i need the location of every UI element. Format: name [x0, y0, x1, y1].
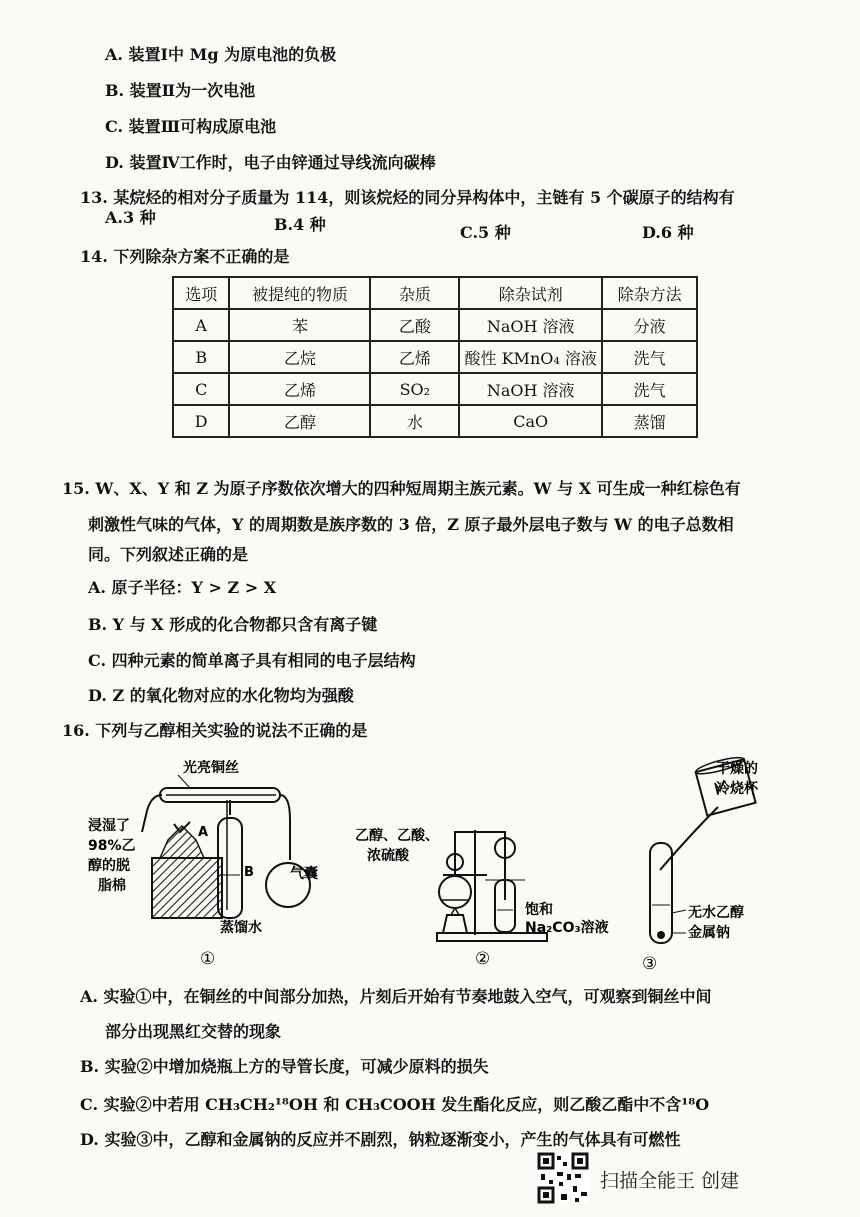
table-cell: SO₂ [370, 373, 459, 405]
table-row [173, 405, 697, 437]
figure-3-number: ③ [642, 954, 658, 974]
cotton-label-1: 浸湿了 [88, 818, 130, 834]
q15-option-c: C. 四种元素的简单离子具有相同的电子层结构 [88, 651, 416, 670]
sodium-metal-label: 金属钠 [688, 925, 730, 941]
q12-option-d: D. 装置Ⅳ工作时，电子由锌通过导线流向碳棒 [105, 153, 436, 172]
table-header: 被提纯的物质 [229, 277, 370, 309]
table-cell: D [173, 405, 229, 437]
table-header: 选项 [173, 277, 229, 309]
table-cell: 乙烯 [370, 341, 459, 373]
table-header: 杂质 [370, 277, 459, 309]
table-cell: 乙烯 [229, 373, 370, 405]
table-header: 除杂试剂 [459, 277, 602, 309]
table-row [173, 309, 697, 341]
dry-beaker-label-1: 干燥的 [716, 761, 758, 777]
q12-option-b: B. 装置Ⅱ为一次电池 [105, 81, 256, 100]
table-cell: 乙烷 [229, 341, 370, 373]
q13-stem: 13. 某烷烃的相对分子质量为 114，则该烷烃的同分异构体中，主链有 5 个碳原子的结构有 [80, 188, 735, 207]
table-cell: C [173, 373, 229, 405]
q13-option-c: C.5 种 [460, 223, 511, 242]
qr-code-icon [537, 1152, 589, 1204]
saturated-label: 饱和 [525, 902, 553, 918]
q16-stem: 16. 下列与乙醇相关实验的说法不正确的是 [62, 721, 368, 740]
experiment-3-figure [630, 755, 790, 975]
table-cell: 乙酸 [370, 309, 459, 341]
dry-beaker-label-2: 冷烧杯 [716, 781, 758, 797]
experiment-2-figure [355, 820, 620, 975]
table-cell: 洗气 [602, 341, 697, 373]
purification-table [172, 276, 698, 438]
q15-stem-line2: 刺激性气味的气体，Y 的周期数是族序数的 3 倍，Z 原子最外层电子数与 W 的电子总数相 [88, 515, 734, 534]
point-a-label: A [198, 825, 209, 840]
q14-stem: 14. 下列除杂方案不正确的是 [80, 247, 290, 266]
sodium-carbonate-label: Na₂CO₃溶液 [525, 920, 609, 936]
distilled-water-label: 蒸馏水 [220, 920, 262, 936]
table-cell: 酸性 KMnO₄ 溶液 [459, 341, 602, 373]
table-header: 除杂方法 [602, 277, 697, 309]
table-cell: B [173, 341, 229, 373]
table-cell: NaOH 溶液 [459, 309, 602, 341]
q16-option-d: D. 实验③中，乙醇和金属钠的反应并不剧烈，钠粒逐渐变小，产生的气体具有可燃性 [80, 1130, 681, 1149]
q12-option-c: C. 装置Ⅲ可构成原电池 [105, 117, 277, 136]
q16-option-c: C. 实验②中若用 CH₃CH₂¹⁸OH 和 CH₃COOH 发生酯化反应，则乙酸乙酯中不含¹⁸O [80, 1095, 710, 1114]
q16-option-b: B. 实验②中增加烧瓶上方的导管长度，可减少原料的损失 [80, 1057, 489, 1076]
q13-option-a: A.3 种 [105, 208, 156, 227]
table-cell: 洗气 [602, 373, 697, 405]
q15-option-a: A. 原子半径：Y > Z > X [88, 578, 277, 597]
q15-option-d: D. Z 的氧化物对应的水化物均为强酸 [88, 686, 354, 705]
q12-option-a: A. 装置Ⅰ中 Mg 为原电池的负极 [105, 45, 337, 64]
figure-2-number: ② [475, 949, 491, 969]
q15-stem-line3: 同。下列叙述正确的是 [88, 545, 249, 564]
experiment-1-figure [80, 760, 330, 975]
table-cell: 分液 [602, 309, 697, 341]
q16-option-a-line1: A. 实验①中，在铜丝的中间部分加热，片刻后开始有节奏地鼓入空气，可观察到铜丝中间 [80, 987, 712, 1006]
cotton-label-2: 98%乙 [88, 838, 136, 854]
table-cell: 乙醇 [229, 405, 370, 437]
cotton-label-4: 脂棉 [98, 878, 126, 894]
copper-wire-label: 光亮铜丝 [183, 760, 239, 776]
table-cell: CaO [459, 405, 602, 437]
q13-option-d: D.6 种 [642, 223, 694, 242]
table-cell: 蒸馏 [602, 405, 697, 437]
table-cell: NaOH 溶液 [459, 373, 602, 405]
table-header-row [173, 277, 697, 309]
figure-1-number: ① [200, 949, 216, 969]
q15-option-b: B. Y 与 X 形成的化合物都只含有离子键 [88, 615, 378, 634]
q16-option-a-line2: 部分出现黑红交替的现象 [105, 1022, 282, 1041]
table-cell: 苯 [229, 309, 370, 341]
table-cell: 水 [370, 405, 459, 437]
reagents-label-1: 乙醇、乙酸、 [355, 828, 439, 844]
cotton-label-3: 醇的脱 [88, 858, 130, 874]
table-row [173, 341, 697, 373]
gas-bag-label: 气囊 [290, 866, 318, 882]
table-cell: A [173, 309, 229, 341]
table-row [173, 373, 697, 405]
q15-stem-line1: 15. W、X、Y 和 Z 为原子序数依次增大的四种短周期主族元素。W 与 X 可生成一种红棕色有 [62, 479, 741, 498]
q13-option-b: B.4 种 [274, 215, 326, 234]
scanner-watermark: 扫描全能王 创建 [600, 1170, 740, 1192]
reagents-label-2: 浓硫酸 [367, 848, 409, 864]
anhydrous-ethanol-label: 无水乙醇 [688, 905, 744, 921]
point-b-label: B [244, 865, 254, 880]
